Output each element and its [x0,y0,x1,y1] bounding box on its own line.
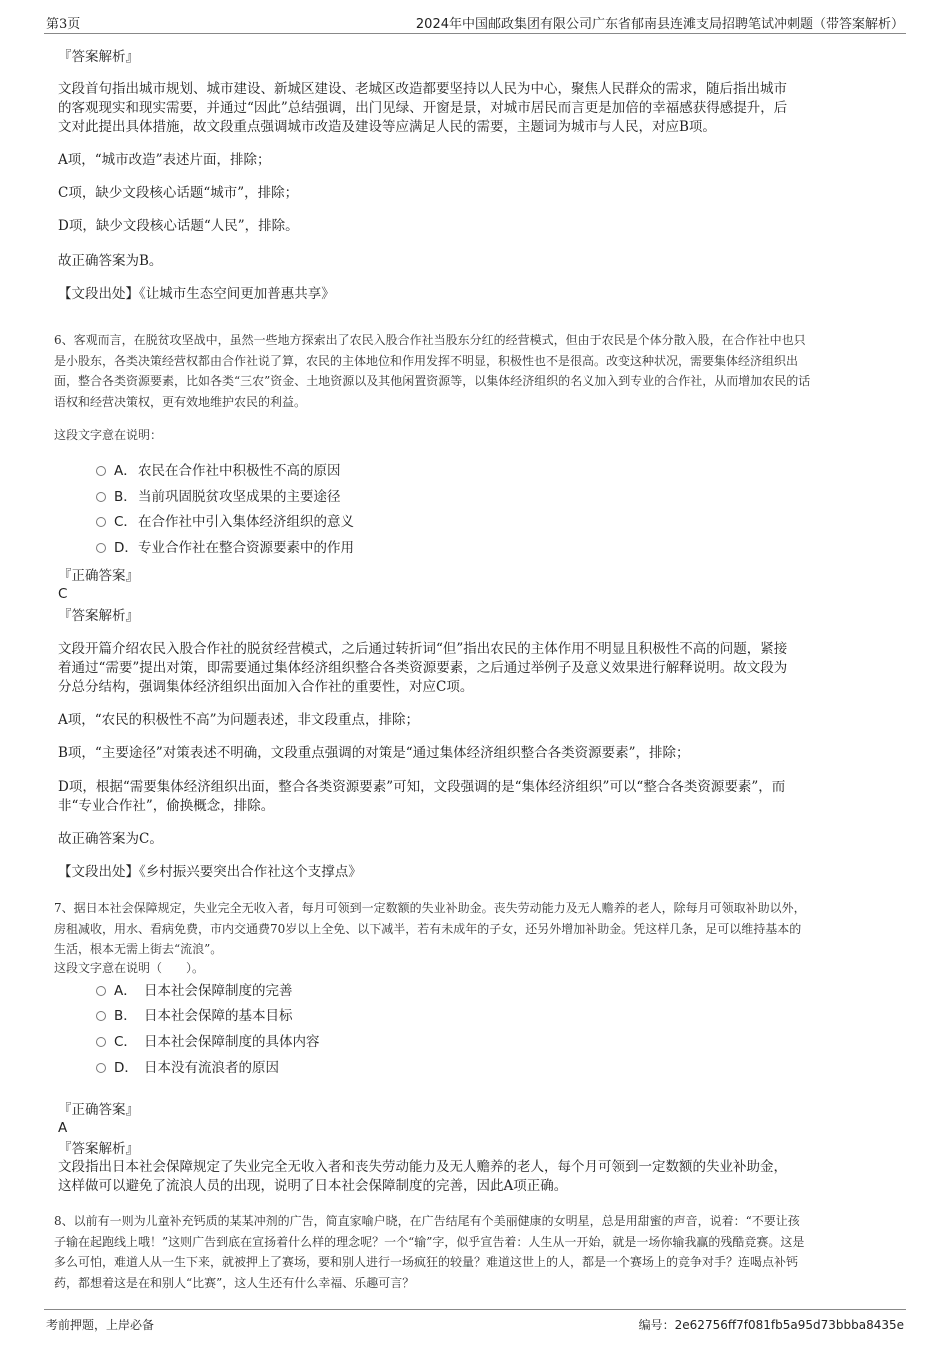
q5-note-d: D项，缺少文段核心话题“人民”，排除。 [58,218,299,234]
text-line: 这样做可以避免了流浪人员的出现，说明了日本社会保障制度的完善，因此A项正确。 [58,1178,568,1194]
text-line: 文段开篇介绍农民入股合作社的脱贫经营模式，之后通过转折词“但”指出农民的主体作用不明显且积极性不高的问题，紧接 [58,641,788,657]
text-line: 分总分结构，强调集体经济组织出面加入合作社的重要性，对应C项。 [58,679,474,695]
q7-option-a[interactable]: A． 日本社会保障制度的完善 [96,981,293,1001]
text-line: 着通过“需要”提出对策，即需要通过集体经济组织整合各类资源要素，之后通过举例子及意义效果进行解释说明。故文段为 [58,660,788,676]
q7-option-d[interactable]: D． 日本没有流浪者的原因 [96,1058,279,1078]
q6-prompt: 这段文字意在说明： [54,428,163,442]
code-label: 编号： [638,1318,675,1332]
q7-question [54,898,806,960]
page-header [0,0,950,34]
document-title: 2024年中国邮政集团有限公司广东省郁南县连滩支局招聘笔试冲刺题（带答案解析） [415,17,904,32]
q6-conclusion: 故正确答案为C。 [58,831,163,847]
radio-icon[interactable] [96,466,106,476]
radio-icon[interactable] [96,1011,106,1021]
text-line: 语权和经营决策权，更有效地维护农民的利益。 [54,394,307,409]
q6-analysis [58,640,787,697]
text-line: 是小股东，各类决策经营权都由合作社说了算，农民的主体地位和作用发挥不明显，积极性也不是很高。改变这种状况，需要集体经济组织出 [54,353,799,368]
text-line: 文段首句指出城市规划、城市建设、新城区建设、老城区改造都要坚持以人民为中心，聚焦人民群众的需求，随后指出城市 [58,81,787,97]
q5-conclusion: 故正确答案为B。 [58,253,163,269]
radio-icon[interactable] [96,543,106,553]
text-line: 子输在起跑线上哦！”这则广告到底在宣扬着什么样的理念呢？一个“输”字，似乎宣告着：人生从一开始，就是一场你输我赢的残酷竞赛。这是 [54,1234,805,1249]
q6-question [54,330,810,412]
q7-correct-label: 『正确答案』 [58,1102,139,1118]
q5-analysis [58,80,787,137]
text-line: 非“专业合作社”，偷换概念，排除。 [58,798,275,814]
code-value: 2e62756ff7f081fb5a95d73bbba8435e [674,1318,904,1332]
q7-option-c[interactable]: C． 日本社会保障制度的具体内容 [96,1032,320,1052]
text-line: D项，根据“需要集体经济组织出面，整合各类资源要素”可知，文段强调的是“集体经济组织”可以“整合各类资源要素”，而 [58,779,786,795]
q6-correct-answer: C [58,586,68,602]
q7-prompt: 这段文字意在说明（ ）。 [54,961,205,975]
header-divider [44,33,906,34]
footer-slogan: 考前押题，上岸必备 [46,1318,155,1332]
radio-icon[interactable] [96,986,106,996]
text-line: 生活，根本无需上街去“流浪”。 [54,942,223,956]
q6-option-d[interactable]: D．专业合作社在整合资源要素中的作用 [96,538,354,558]
q6-correct-label: 『正确答案』 [58,568,139,584]
text-line: 面，整合各类资源要素，比如各类“三农”资金、土地资源以及其他闲置资源等，以集体经济组织的名义加入到专业的合作社，从而增加农民的话 [54,374,811,388]
q5-source: 【文段出处】《让城市生态空间更加普惠共享》 [58,286,335,302]
text-line: 8、以前有一则为儿童补充钙质的某某冲剂的广告，简直家喻户晓，在广告结尾有个美丽健康的女明星，总是用甜蜜的声音，说着：“不要让孩 [54,1214,800,1228]
q5-note-c: C项，缺少文段核心话题“城市”，排除； [58,185,299,201]
footer-divider [44,1309,906,1310]
q6-option-b[interactable]: B．当前巩固脱贫攻坚成果的主要途径 [96,487,341,507]
q8-question [54,1211,804,1293]
q7-correct-answer: A [58,1120,68,1136]
q6-analysis-label: 『答案解析』 [58,608,139,624]
text-line: 6、客观而言，在脱贫攻坚战中，虽然一些地方探索出了农民入股合作社当股东分红的经营模式，但由于农民是个体分散入股，在合作社中也只 [54,333,806,347]
text-line: 文段指出日本社会保障规定了失业完全无收入者和丧失劳动能力及无人赡养的老人，每个月可领到一定数额的失业补助金， [58,1159,787,1175]
q6-note-d [58,778,785,816]
q5-note-a: A项，“城市改造”表述片面，排除； [58,152,271,168]
q7-analysis [58,1158,787,1196]
text-line: 房租减收，用水、看病免费，市内交通费70岁以上全免、以下减半，若有未成年的子女，还另外增加补助金。凭这样几条，足可以维持基本的 [54,921,802,936]
radio-icon[interactable] [96,1063,106,1073]
document-code [639,1316,904,1333]
radio-icon[interactable] [96,492,106,502]
q6-option-a[interactable]: A．农民在合作社中积极性不高的原因 [96,461,341,481]
q7-option-b[interactable]: B． 日本社会保障的基本目标 [96,1006,293,1026]
q7-analysis-label: 『答案解析』 [58,1141,139,1157]
text-line: 药，都想着这是在和别人“比赛”，这人生还有什么幸福、乐趣可言？ [54,1275,415,1290]
text-line: 多么可怕，难道人从一生下来，就被押上了赛场，要和别人进行一场疯狂的较量？难道这世上的人，都是一个赛场上的竞争对手？连喝点补钙 [54,1255,799,1269]
q6-source: 【文段出处】《乡村振兴要突出合作社这个支撑点》 [58,864,362,880]
radio-icon[interactable] [96,1037,106,1047]
radio-icon[interactable] [96,517,106,527]
q6-option-c[interactable]: C．在合作社中引入集体经济组织的意义 [96,512,354,532]
q6-note-b: B项，“主要途径”对策表述不明确，文段重点强调的对策是“通过集体经济组织整合各类资源要素”，排除； [58,745,690,761]
page-number: 第3页 [46,17,81,32]
q6-note-a: A项，“农民的积极性不高”为问题表述，非文段重点，排除； [58,712,420,728]
text-line: 文对此提出具体措施，故文段重点强调城市改造及建设等应满足人民的需要，主题词为城市与人民，对应B项。 [58,119,716,135]
q5-analysis-label: 『答案解析』 [58,49,139,65]
text-line: 的客观现实和现实需要，并通过“因此”总结强调，出门见绿、开窗是景，对城市居民而言更是加倍的幸福感获得感提升，后 [58,100,788,116]
text-line: 7、据日本社会保障规定，失业完全无收入者，每月可领到一定数额的失业补助金。丧失劳动能力及无人赡养的老人，除每月可领取补助以外， [54,901,806,915]
